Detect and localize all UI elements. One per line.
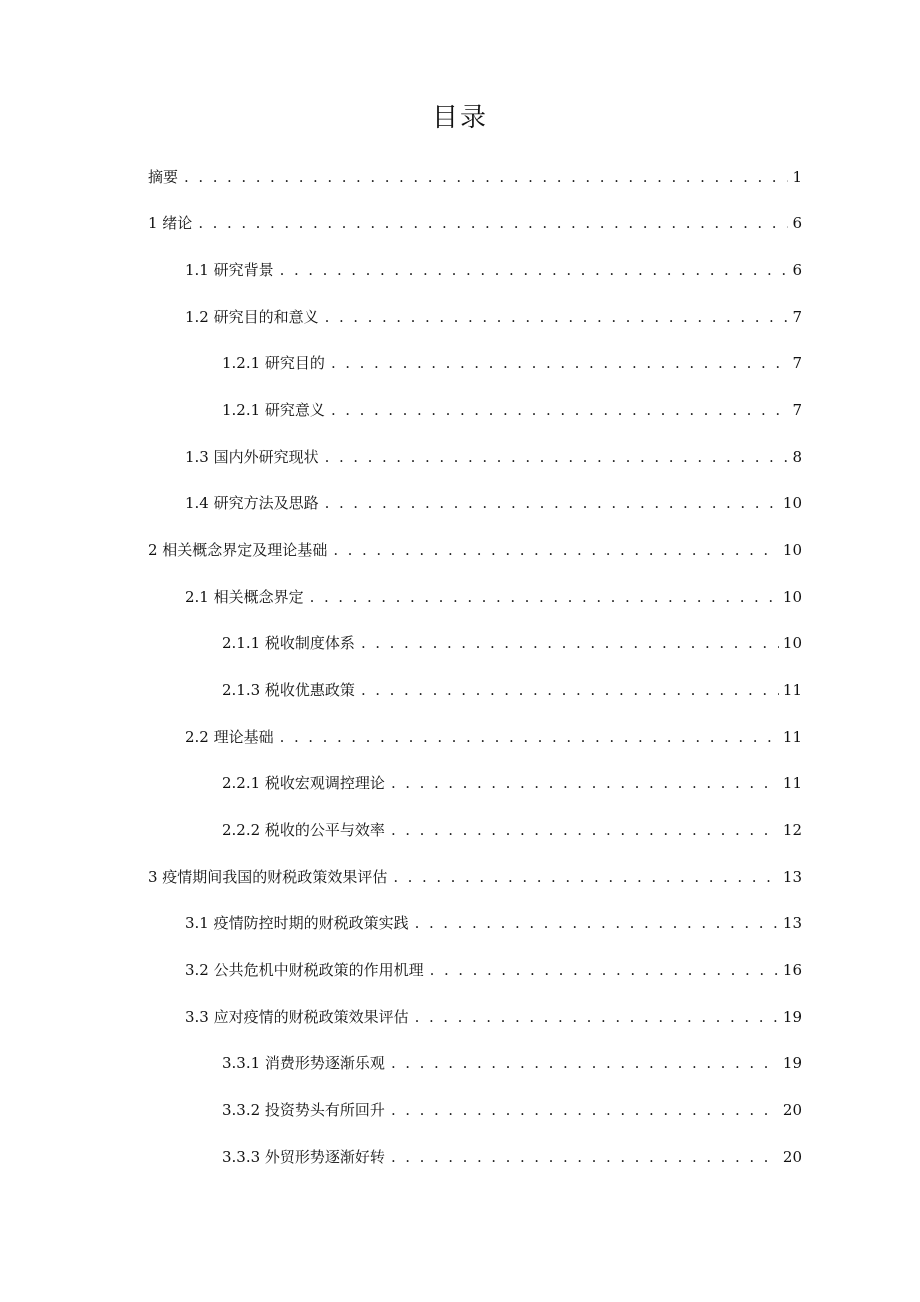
toc-entry-label: 3.3.3 外贸形势逐渐好转 <box>222 1148 385 1166</box>
toc-entry[interactable] <box>222 1044 802 1074</box>
toc-page-number: 13 <box>782 868 802 886</box>
toc-entry-label: 1.2.1 研究目的 <box>222 354 325 372</box>
toc-entry-label: 2.1.3 税收优惠政策 <box>222 681 355 699</box>
toc-page-number: 11 <box>782 728 802 746</box>
toc-page-number: 13 <box>782 914 802 932</box>
toc-entry[interactable] <box>222 764 802 794</box>
dot-leader <box>280 726 779 748</box>
toc-entry[interactable] <box>222 344 802 374</box>
toc-page-number: 7 <box>792 354 802 372</box>
toc-entry[interactable] <box>222 811 802 841</box>
toc-entry-label: 1.4 研究方法及思路 <box>185 494 319 512</box>
toc-entry[interactable] <box>148 158 802 188</box>
dot-leader <box>325 492 779 514</box>
toc-entry[interactable] <box>185 251 802 281</box>
toc-page-number: 7 <box>792 308 802 326</box>
toc-entry[interactable] <box>222 391 802 421</box>
toc-page-number: 11 <box>782 681 802 699</box>
toc-entry-label: 2.1 相关概念界定 <box>185 588 304 606</box>
dot-leader <box>391 819 779 841</box>
toc-entry-label: 2.1.1 税收制度体系 <box>222 634 355 652</box>
toc-entry[interactable] <box>185 484 802 514</box>
dot-leader <box>184 166 788 188</box>
toc-page-number: 10 <box>782 541 802 559</box>
toc-entry-label: 3 疫情期间我国的财税政策效果评估 <box>148 868 388 886</box>
dot-leader <box>393 866 779 888</box>
toc-entry-label: 1 绪论 <box>148 214 193 232</box>
toc-page-number: 10 <box>782 588 802 606</box>
toc-entry-label: 3.2 公共危机中财税政策的作用机理 <box>185 961 424 979</box>
toc-entry[interactable] <box>222 1138 802 1168</box>
dot-leader <box>361 679 779 701</box>
toc-page-number: 20 <box>782 1101 802 1119</box>
toc-page-number: 19 <box>782 1054 802 1072</box>
toc-entry-label: 2.2.1 税收宏观调控理论 <box>222 774 385 792</box>
dot-leader <box>391 1052 779 1074</box>
toc-entry[interactable] <box>222 624 802 654</box>
dot-leader <box>325 306 789 328</box>
toc-page-number: 1 <box>792 168 802 186</box>
toc-entry[interactable] <box>185 438 802 468</box>
toc-entry-label: 1.1 研究背景 <box>185 261 274 279</box>
toc-entry-label: 2.2 理论基础 <box>185 728 274 746</box>
dot-leader <box>430 959 779 981</box>
toc-page-number: 10 <box>782 634 802 652</box>
toc-entry[interactable] <box>148 531 802 561</box>
dot-leader <box>415 912 779 934</box>
toc-page-number: 10 <box>782 494 802 512</box>
dot-leader <box>391 1146 779 1168</box>
toc-entry[interactable] <box>148 858 802 888</box>
toc-page-number: 12 <box>782 821 802 839</box>
toc-entry-label: 2 相关概念界定及理论基础 <box>148 541 328 559</box>
toc-entry[interactable] <box>185 578 802 608</box>
page-title: 目录 <box>431 103 488 133</box>
toc-entry-label: 3.3 应对疫情的财税政策效果评估 <box>185 1008 409 1026</box>
toc-entry-label: 1.3 国内外研究现状 <box>185 448 319 466</box>
toc-page-number: 20 <box>782 1148 802 1166</box>
dot-leader <box>331 352 789 374</box>
dot-leader <box>331 399 789 421</box>
toc-entry[interactable] <box>222 1091 802 1121</box>
toc-entry-label: 1.2.1 研究意义 <box>222 401 325 419</box>
toc-entry[interactable] <box>148 204 802 234</box>
toc-entry-label: 3.3.1 消费形势逐渐乐观 <box>222 1054 385 1072</box>
toc-entry[interactable] <box>185 904 802 934</box>
dot-leader <box>325 446 789 468</box>
dot-leader <box>415 1006 779 1028</box>
toc-entry[interactable] <box>185 718 802 748</box>
toc-entry[interactable] <box>185 298 802 328</box>
dot-leader <box>361 632 779 654</box>
toc-entry[interactable] <box>222 671 802 701</box>
toc-page-number: 7 <box>792 401 802 419</box>
toc-page-number: 11 <box>782 774 802 792</box>
dot-leader <box>391 1099 779 1121</box>
toc-entry-label: 2.2.2 税收的公平与效率 <box>222 821 385 839</box>
toc-entry[interactable] <box>185 951 802 981</box>
dot-leader <box>198 212 788 234</box>
toc-entry[interactable] <box>185 998 802 1028</box>
toc-entry-label: 3.1 疫情防控时期的财税政策实践 <box>185 914 409 932</box>
toc-page-number: 6 <box>792 214 802 232</box>
dot-leader <box>280 259 789 281</box>
dot-leader <box>310 586 779 608</box>
toc-entry-label: 摘要 <box>148 168 179 186</box>
toc-page-number: 19 <box>782 1008 802 1026</box>
dot-leader <box>333 539 779 561</box>
toc-page-number: 6 <box>792 261 802 279</box>
toc-entry-label: 1.2 研究目的和意义 <box>185 308 319 326</box>
toc-page-number: 16 <box>782 961 802 979</box>
dot-leader <box>391 772 779 794</box>
toc-entry-label: 3.3.2 投资势头有所回升 <box>222 1101 385 1119</box>
toc-page-number: 8 <box>792 448 802 466</box>
